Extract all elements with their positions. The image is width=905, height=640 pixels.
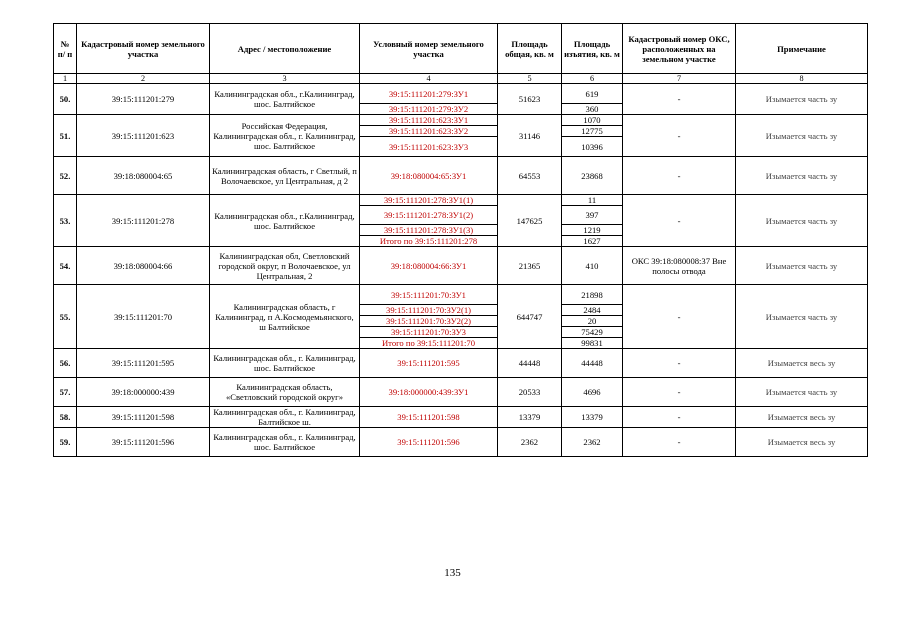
header-cell-oks: Кадастровый номер ОКС, расположенных на земельном участке: [623, 24, 736, 74]
cadastral-number: 39:15:111201:278: [77, 195, 210, 247]
table-row: [54, 407, 868, 428]
column-number-row: [54, 74, 868, 84]
conditional-number: 39:15:111201:598: [360, 407, 498, 428]
table-header-row: [54, 24, 868, 74]
address: Калининградская обл., г. Калининград, шос. Балтийское: [210, 349, 360, 378]
conditional-number: Итого по 39:15:111201:278: [360, 236, 498, 247]
conditional-number: 39:18:000000:439:ЗУ1: [360, 378, 498, 407]
cadastral-number: 39:18:080004:65: [77, 157, 210, 195]
oks-number: -: [623, 349, 736, 378]
oks-number: -: [623, 84, 736, 115]
header-cell-cadastral: Кадастровый номер земельного участка: [77, 24, 210, 74]
withdrawn-area: 21898: [562, 285, 623, 305]
oks-number: -: [623, 115, 736, 157]
address: Калининградская обл., г. Калининград, шос. Балтийское: [210, 428, 360, 457]
total-area: 64553: [498, 157, 562, 195]
cadastral-number: 39:15:111201:70: [77, 285, 210, 349]
page-number: 135: [444, 567, 461, 579]
row-number: 54.: [54, 247, 77, 285]
cadastral-number: 39:15:111201:596: [77, 428, 210, 457]
withdrawn-area: 13379: [562, 407, 623, 428]
oks-number: -: [623, 157, 736, 195]
total-area: 51623: [498, 84, 562, 115]
oks-number: -: [623, 407, 736, 428]
column-number: 1: [54, 74, 77, 84]
address: Калининградская область, «Светловский городской округ»: [210, 378, 360, 407]
note: Изымается часть зу: [736, 115, 868, 157]
withdrawn-area: 23868: [562, 157, 623, 195]
total-area: 20533: [498, 378, 562, 407]
withdrawn-area: 1627: [562, 236, 623, 247]
table-row: [54, 195, 868, 206]
row-number: 50.: [54, 84, 77, 115]
conditional-number: 39:15:111201:278:ЗУ1(2): [360, 206, 498, 225]
header-cell-total-area: Площадь общая, кв. м: [498, 24, 562, 74]
conditional-number: 39:15:111201:596: [360, 428, 498, 457]
note: Изымается весь зу: [736, 349, 868, 378]
row-number: 51.: [54, 115, 77, 157]
column-number: 3: [210, 74, 360, 84]
cadastral-number: 39:15:111201:595: [77, 349, 210, 378]
cadastral-number: 39:15:111201:623: [77, 115, 210, 157]
address: Российская Федерация, Калининградская обл., г. Калининград, шос. Балтийское: [210, 115, 360, 157]
row-number: 57.: [54, 378, 77, 407]
conditional-number: 39:15:111201:278:ЗУ1(3): [360, 225, 498, 236]
total-area: 147625: [498, 195, 562, 247]
withdrawn-area: 619: [562, 84, 623, 104]
note: Изымается часть зу: [736, 285, 868, 349]
total-area: 13379: [498, 407, 562, 428]
table-row: [54, 115, 868, 126]
conditional-number: 39:15:111201:70:ЗУ2(2): [360, 316, 498, 327]
oks-number: -: [623, 195, 736, 247]
withdrawn-area: 11: [562, 195, 623, 206]
address: Калининградская обл., г.Калининград, шос. Балтийское: [210, 84, 360, 115]
header-cell-conditional: Условный номер земельного участка: [360, 24, 498, 74]
conditional-number: 39:15:111201:623:ЗУ3: [360, 137, 498, 157]
address: Калининградская область, г Светлый, п Волочаевское, ул Центральная, д 2: [210, 157, 360, 195]
table-row: [54, 247, 868, 285]
table-row: [54, 84, 868, 104]
withdrawn-area: 4696: [562, 378, 623, 407]
withdrawn-area: 20: [562, 316, 623, 327]
column-number: 5: [498, 74, 562, 84]
conditional-number: 39:18:080004:65:ЗУ1: [360, 157, 498, 195]
oks-number: -: [623, 428, 736, 457]
column-number: 4: [360, 74, 498, 84]
conditional-number: 39:15:111201:70:ЗУ1: [360, 285, 498, 305]
conditional-number: 39:15:111201:278:ЗУ1(1): [360, 195, 498, 206]
total-area: 644747: [498, 285, 562, 349]
note: Изымается часть зу: [736, 157, 868, 195]
total-area: 2362: [498, 428, 562, 457]
conditional-number: 39:15:111201:595: [360, 349, 498, 378]
withdrawn-area: 75429: [562, 327, 623, 338]
oks-number: -: [623, 378, 736, 407]
withdrawn-area: 1070: [562, 115, 623, 126]
table-row: [54, 349, 868, 378]
cadastral-number: 39:15:111201:598: [77, 407, 210, 428]
header-cell-withdrawn-area: Площадь изъятия, кв. м: [562, 24, 623, 74]
note: Изымается весь зу: [736, 407, 868, 428]
withdrawn-area: 12775: [562, 126, 623, 137]
withdrawn-area: 2362: [562, 428, 623, 457]
row-number: 56.: [54, 349, 77, 378]
withdrawn-area: 44448: [562, 349, 623, 378]
conditional-number: 39:18:080004:66:ЗУ1: [360, 247, 498, 285]
header-cell-note: Примечание: [736, 24, 868, 74]
note: Изымается весь зу: [736, 428, 868, 457]
oks-number: -: [623, 285, 736, 349]
conditional-number: Итого по 39:15:111201:70: [360, 338, 498, 349]
header-cell-number: № п/ п: [54, 24, 77, 74]
table-row: [54, 428, 868, 457]
address: Калининградская обл., г.Калининград, шос. Балтийское: [210, 195, 360, 247]
land-parcels-table: [53, 23, 868, 457]
column-number: 8: [736, 74, 868, 84]
header-cell-address: Адрес / местоположение: [210, 24, 360, 74]
withdrawn-area: 10396: [562, 137, 623, 157]
cadastral-number: 39:18:080004:66: [77, 247, 210, 285]
row-number: 52.: [54, 157, 77, 195]
table-row: [54, 157, 868, 195]
note: Изымается часть зу: [736, 195, 868, 247]
column-number: 6: [562, 74, 623, 84]
conditional-number: 39:15:111201:70:ЗУ2(1): [360, 305, 498, 316]
table-row: [54, 285, 868, 305]
note: Изымается часть зу: [736, 84, 868, 115]
row-number: 58.: [54, 407, 77, 428]
total-area: 44448: [498, 349, 562, 378]
conditional-number: 39:15:111201:623:ЗУ1: [360, 115, 498, 126]
withdrawn-area: 99831: [562, 338, 623, 349]
cadastral-number: 39:18:000000:439: [77, 378, 210, 407]
address: Калининградская обл, Светловский городской округ, п Волочаевское, ул Центральная, 2: [210, 247, 360, 285]
conditional-number: 39:15:111201:70:ЗУ3: [360, 327, 498, 338]
column-number: 2: [77, 74, 210, 84]
row-number: 53.: [54, 195, 77, 247]
withdrawn-area: 410: [562, 247, 623, 285]
withdrawn-area: 397: [562, 206, 623, 225]
withdrawn-area: 1219: [562, 225, 623, 236]
withdrawn-area: 2484: [562, 305, 623, 316]
address: Калининградская область, г Калининград, п А.Космодемьянского, ш Балтийское: [210, 285, 360, 349]
conditional-number: 39:15:111201:623:ЗУ2: [360, 126, 498, 137]
address: Калининградская обл., г. Калининград, Балтийское ш.: [210, 407, 360, 428]
total-area: 31146: [498, 115, 562, 157]
note: Изымается часть зу: [736, 378, 868, 407]
note: Изымается часть зу: [736, 247, 868, 285]
cadastral-number: 39:15:111201:279: [77, 84, 210, 115]
conditional-number: 39:15:111201:279:ЗУ2: [360, 104, 498, 115]
withdrawn-area: 360: [562, 104, 623, 115]
row-number: 59.: [54, 428, 77, 457]
total-area: 21365: [498, 247, 562, 285]
oks-number: ОКС 39:18:080008:37 Вне полосы отвода: [623, 247, 736, 285]
column-number: 7: [623, 74, 736, 84]
table-row: [54, 378, 868, 407]
row-number: 55.: [54, 285, 77, 349]
conditional-number: 39:15:111201:279:ЗУ1: [360, 84, 498, 104]
